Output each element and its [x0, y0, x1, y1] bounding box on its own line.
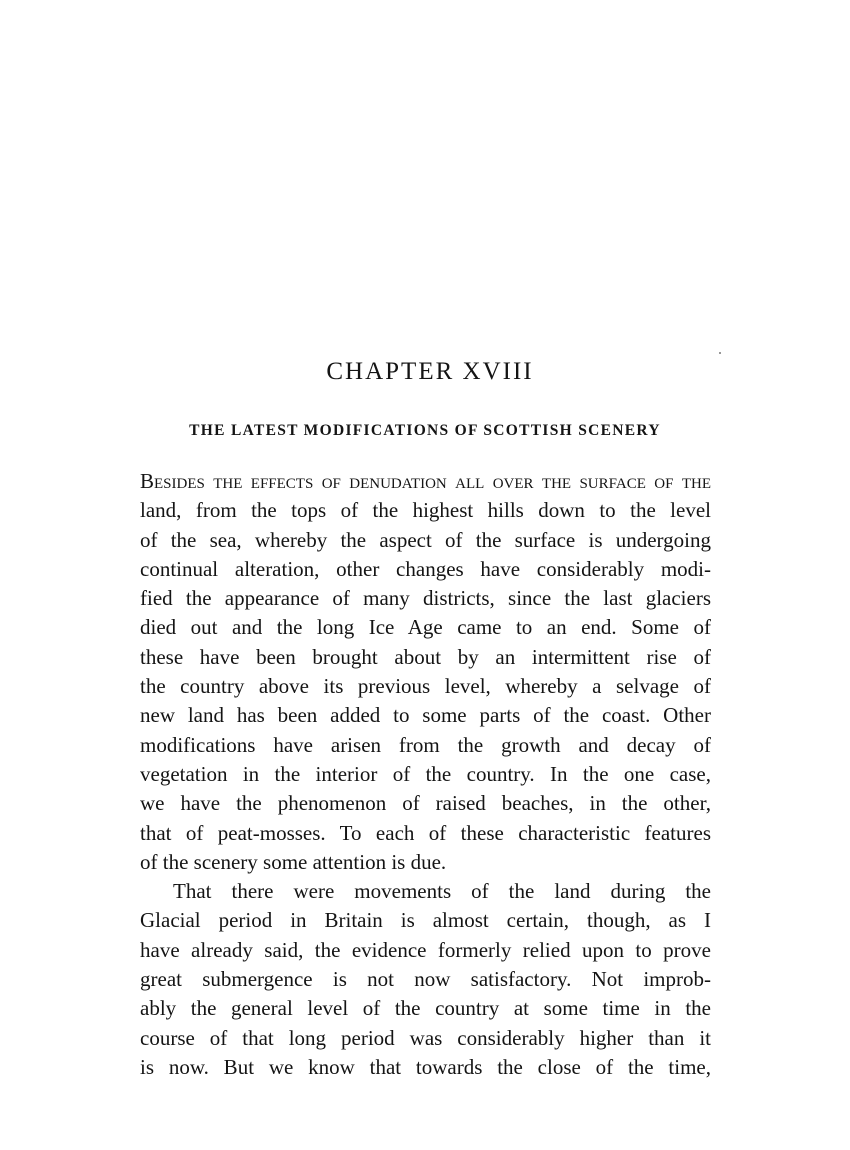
- text-line: great submergence is not now satisfactory. Not improb-: [140, 967, 711, 992]
- chapter-number-heading: CHAPTER XVIII: [326, 358, 534, 385]
- text-line: these have been brought about by an intermittent rise of: [140, 644, 711, 669]
- print-speck: [719, 352, 721, 354]
- text-line: of the scenery some attention is due.: [140, 849, 447, 874]
- text-line: Besides the effects of denudation all over the surface of the: [140, 469, 711, 493]
- text-line: of the sea, whereby the aspect of the surface is undergoing: [140, 527, 711, 552]
- text-line: we have the phenomenon of raised beaches, in the other,: [140, 791, 711, 816]
- text-line: have already said, the evidence formerly relied upon to prove: [140, 937, 711, 962]
- chapter-title: THE LATEST MODIFICATIONS OF SCOTTISH SCENERY: [189, 422, 661, 439]
- paragraph-1: [140, 467, 711, 877]
- text-line: That there were movements of the land during the: [173, 879, 711, 904]
- text-line: land, from the tops of the highest hills down to the level: [140, 498, 711, 523]
- text-line: course of that long period was considerably higher than it: [140, 1025, 711, 1050]
- text-line: modifications have arisen from the growth and decay of: [140, 732, 711, 757]
- text-line: fied the appearance of many districts, since the last glaciers: [140, 586, 711, 611]
- text-line: Glacial period in Britain is almost certain, though, as I: [140, 908, 711, 933]
- text-line: continual alteration, other changes have considerably modi-: [140, 556, 711, 581]
- text-line: the country above its previous level, whereby a selvage of: [140, 674, 711, 699]
- text-line: new land has been added to some parts of the coast. Other: [140, 703, 711, 728]
- chapter-body: [140, 467, 711, 1082]
- paragraph-2: [140, 877, 711, 1082]
- text-line: is now. But we know that towards the close of the time,: [140, 1054, 711, 1079]
- text-line: vegetation in the interior of the country. In the one case,: [140, 761, 711, 786]
- text-line: that of peat-mosses. To each of these characteristic features: [140, 820, 711, 845]
- text-line: died out and the long Ice Age came to an end. Some of: [140, 615, 711, 640]
- text-line: ably the general level of the country at some time in the: [140, 996, 711, 1021]
